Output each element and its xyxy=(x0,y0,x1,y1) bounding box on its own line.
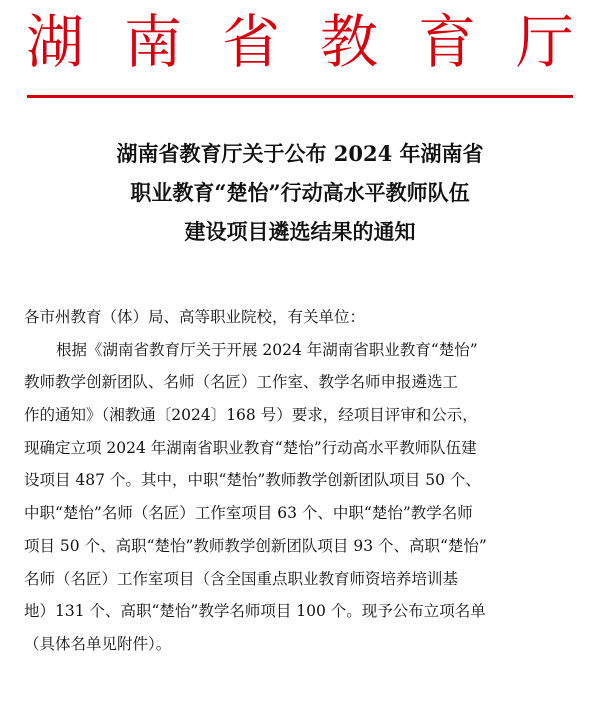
body-line: 设项目 487 个。其中，中职“楚怡”教师教学创新团队项目 50 个、 xyxy=(24,471,481,490)
masthead xyxy=(0,0,600,100)
body-line: （具体名单见附件）。 xyxy=(24,634,172,653)
body-line: 教师教学创新团队、名师（名匠）工作室、教学名师申报遴选工 xyxy=(24,373,459,392)
salutation: 各市州教育（体）局、高等职业院校，有关单位： xyxy=(24,308,366,326)
body-line: 中职“楚怡”名师（名匠）工作室项目 63 个、中职“楚怡”教学名师 xyxy=(24,504,473,523)
document-body xyxy=(24,301,576,661)
document-title-line: 湖南省教育厅关于公布 2024 年湖南省 xyxy=(116,141,484,166)
body-line: 现确定立项 2024 年湖南省职业教育“楚怡”行动高水平教师队伍建 xyxy=(24,438,477,457)
masthead-char: 湖 xyxy=(26,8,85,76)
body-line: 作的通知》（湘教通〔2024〕168 号）要求，经项目评审和公示， xyxy=(24,406,478,425)
masthead-char: 育 xyxy=(417,8,476,76)
masthead-char: 省 xyxy=(221,8,280,76)
document-title-line: 职业教育“楚怡”行动高水平教师队伍 xyxy=(130,180,470,205)
body-line: 项目 50 个、高职“楚怡”教师教学创新团队项目 93 个、高职“楚怡” xyxy=(24,536,487,555)
body-line: 名师（名匠）工作室项目（含全国重点职业教育师资培养培训基 xyxy=(24,569,459,588)
masthead-char: 教 xyxy=(319,8,378,76)
masthead-title xyxy=(26,6,574,78)
document-title-line: 建设项目遴选结果的通知 xyxy=(184,219,416,244)
document-title xyxy=(0,134,600,251)
body-line: 根据《湖南省教育厅关于开展 2024 年湖南省职业教育“楚怡” xyxy=(56,340,478,359)
body-line: 地）131 个、高职“楚怡”教学名师项目 100 个。现予公布立项名单 xyxy=(24,602,486,621)
red-divider-line xyxy=(27,95,573,98)
masthead-char: 南 xyxy=(123,8,182,76)
masthead-char: 厅 xyxy=(515,8,574,76)
